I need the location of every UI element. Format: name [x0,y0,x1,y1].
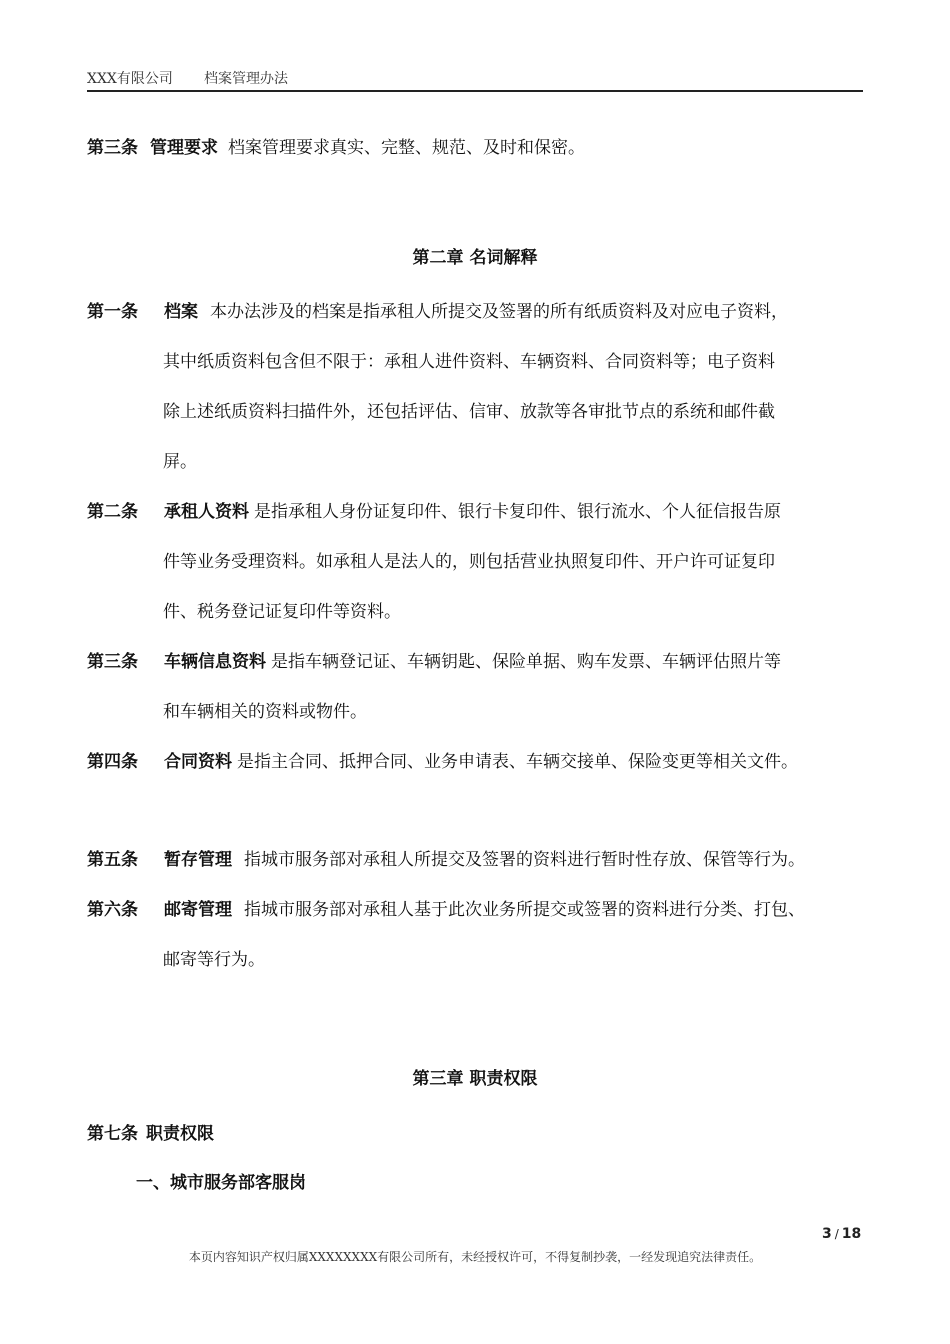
article-title: 车辆信息资料 [164,652,266,672]
article-title: 管理要求 [150,138,218,158]
article-number: 第四条 [87,752,138,772]
article-text-line: 件、税务登记证复印件等资料。 [163,602,401,622]
article-title: 档案 [164,302,198,322]
article-text-line: 本办法涉及的档案是指承租人所提交及签署的所有纸质资料及对应电子资料， [210,302,788,322]
chapter-2-title: 第二章 名词解释 [412,248,538,268]
article-title: 承租人资料 [164,502,249,522]
article-text-line: 是指承租人身份证复印件、银行卡复印件、银行流水、个人征信报告原 [254,502,781,522]
definition-1 [87,300,788,324]
article-number: 第五条 [87,850,138,870]
article-text-line: 是指车辆登记证、车辆钥匙、保险单据、购车发票、车辆评估照片等 [271,652,781,672]
article-number: 第二条 [87,502,138,522]
article-text-line: 屏。 [163,452,197,472]
definition-5 [87,848,805,872]
page-separator: / [834,1227,839,1241]
header-company: XXX有限公司 [87,71,173,87]
article-title: 邮寄管理 [164,900,232,920]
page-total: 18 [841,1226,862,1242]
article-text-line: 是指主合同、抵押合同、业务申请表、车辆交接单、保险变更等相关文件。 [237,752,798,772]
definition-3 [87,650,781,674]
article-text-line: 除上述纸质资料扫描件外，还包括评估、信审、放款等各审批节点的系统和邮件截 [163,402,775,422]
article-3-management [87,136,585,160]
copyright-notice: 本页内容知识产权归属XXXXXXXX有限公司所有，未经授权许可，不得复制抄袭，一经发现追究法律责任。 [188,1250,762,1264]
article-text-line: 和车辆相关的资料或物件。 [163,702,367,722]
article-7 [87,1122,214,1146]
article-title: 暂存管理 [164,850,232,870]
article-title: 合同资料 [164,752,232,772]
definition-6 [87,898,805,922]
section-1-title: 一、城市服务部客服岗 [136,1173,306,1193]
header-doc-title: 档案管理办法 [204,71,288,87]
article-number: 第六条 [87,900,138,920]
article-text-line: 邮寄等行为。 [163,950,265,970]
article-text-line: 件等业务受理资料。如承租人是法人的，则包括营业执照复印件、开户许可证复印 [163,552,775,572]
article-title: 职责权限 [146,1124,214,1144]
definition-2 [87,500,781,524]
article-text-line: 指城市服务部对承租人所提交及签署的资料进行暂时性存放、保管等行为。 [244,850,805,870]
article-text-line: 其中纸质资料包含但不限于：承租人进件资料、车辆资料、合同资料等；电子资料 [163,352,775,372]
article-number: 第七条 [87,1124,138,1144]
page-number [822,1226,861,1242]
page-header [87,66,863,92]
article-text: 档案管理要求真实、完整、规范、及时和保密。 [228,138,585,158]
page-current: 3 [822,1226,832,1242]
article-text-line: 指城市服务部对承租人基于此次业务所提交或签署的资料进行分类、打包、 [244,900,805,920]
definition-4 [87,750,798,774]
chapter-3-title: 第三章 职责权限 [412,1069,538,1089]
article-number: 第一条 [87,302,138,322]
article-number: 第三条 [87,138,138,158]
article-number: 第三条 [87,652,138,672]
